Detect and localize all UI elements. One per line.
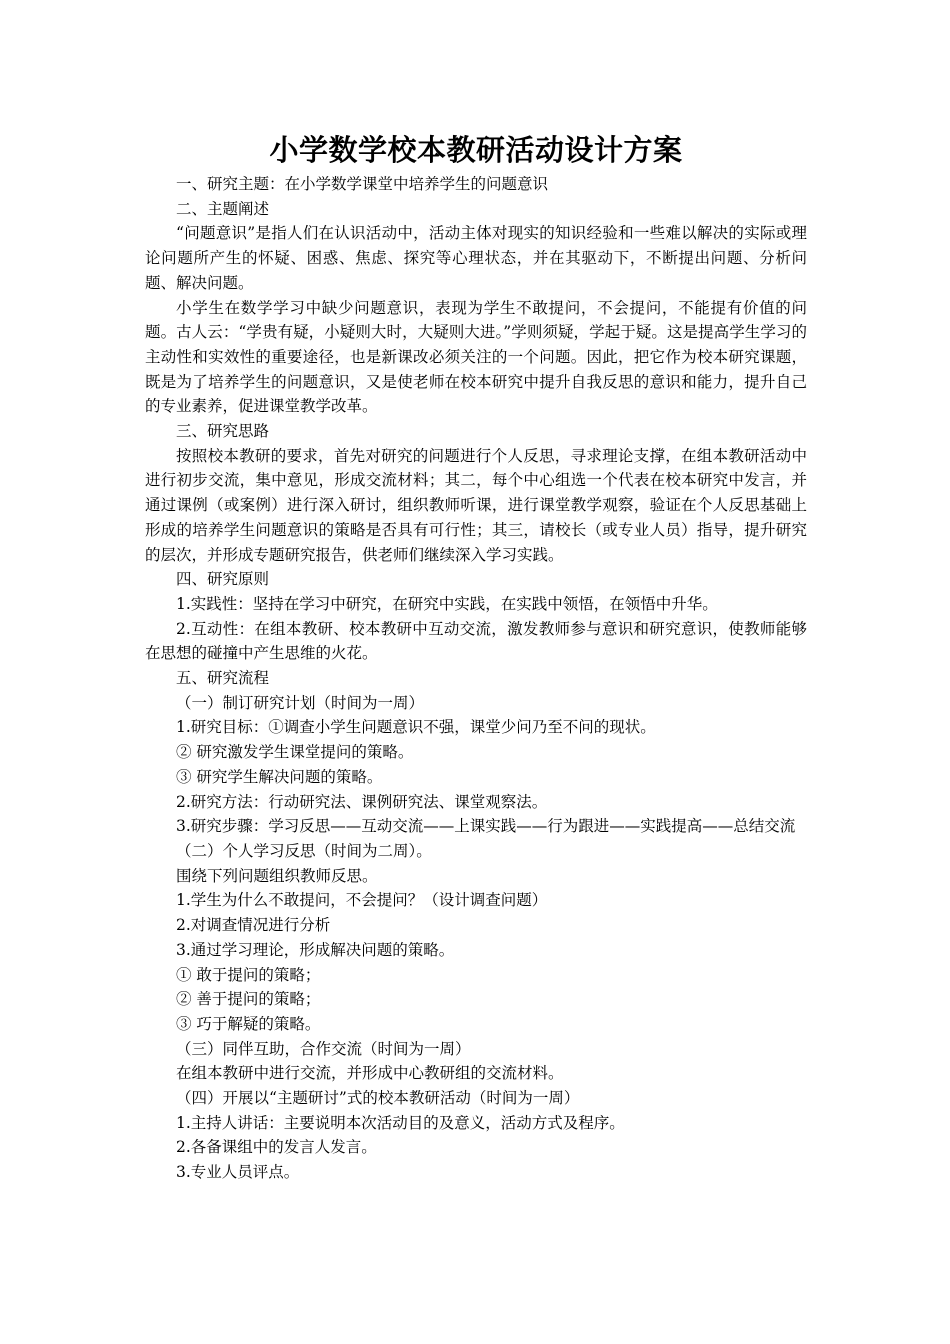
list-item-form-strategies: 3.通过学习理论，形成解决问题的策略。 <box>176 940 455 959</box>
principle-practicality: 1.实践性：坚持在学习中研究，在研究中实践，在实践中领悟，在领悟中升华。 <box>176 594 718 613</box>
paragraph-students-lack-awareness: 小学生在数学学习中缺少问题意识，表现为学生不敢提问，不会提问，不能提有价值的问题。古人云：“学贵有疑，小疑则大时，大疑则大进。”学则须疑，学起于疑。这是提高学生学习的主动性和实效性的重要途径，也是新课改必须关注的一个问题。因此，把它作为校本研究课题，既是为了培养学生的问题意识，又是使老师在校本研究中提升自我反思的意识和能力，提升自己的专业素养，促进课堂教学改革。 <box>145 298 807 416</box>
list-item-research-methods: 2.研究方法：行动研究法、课例研究法、课堂观察法。 <box>176 792 548 811</box>
heading-topic-explanation: 二、主题阐述 <box>176 199 270 218</box>
list-item-research-steps: 3.研究步骤：学习反思——互动交流——上课实践——行为跟进——实践提高——总结交流 <box>176 817 796 836</box>
subheading-research-plan: （一）制订研究计划（时间为一周） <box>176 693 425 712</box>
list-item-research-goal-1: 1.研究目标：①调查小学生问题意识不强，课堂少问乃至不问的现状。 <box>176 718 656 737</box>
paragraph-research-approach: 按照校本教研的要求，首先对研究的问题进行个人反思，寻求理论支撑，在组本教研活动中进行初步交流，集中意见，形成交流材料；其二，每个中心组选一个代表在校本研究中发言，并通过课例（或案例）进行深入研讨，组织教师听课，进行课堂教学观察，验证在个人反思基础上形成的培养学生问题意识的策略是否具有可行性；其三，请校长（或专业人员）指导，提升研究的层次，并形成专题研究报告，供老师们继续深入学习实践。 <box>145 446 807 564</box>
list-item-group-speakers: 2.各备课组中的发言人发言。 <box>176 1138 377 1157</box>
paragraph-reflection-intro: 围绕下列问题组织教师反思。 <box>176 866 378 885</box>
list-item-research-goal-2: ② 研究激发学生课堂提问的策略。 <box>176 743 414 762</box>
list-item-host-speech: 1.主持人讲话：主要说明本次活动目的及意义，活动方式及程序。 <box>176 1113 625 1132</box>
document-body <box>145 128 807 1185</box>
heading-research-approach: 三、研究思路 <box>176 422 270 441</box>
list-item-research-goal-3: ③ 研究学生解决问题的策略。 <box>176 767 383 786</box>
heading-research-topic: 一、研究主题：在小学数学课堂中培养学生的问题意识 <box>176 175 549 193</box>
heading-research-process: 五、研究流程 <box>176 669 270 688</box>
list-item-why-not-ask: 1.学生为什么不敢提问，不会提问？（设计调查问题） <box>176 891 548 910</box>
subheading-peer-cooperation: （三）同伴互助，合作交流（时间为一周） <box>176 1039 471 1058</box>
list-item-strategy-resolve-doubts: ③ 巧于解疑的策略。 <box>176 1014 321 1033</box>
heading-research-principles: 四、研究原则 <box>176 570 270 589</box>
principle-interactivity: 2.互动性：在组本教研、校本教研中互动交流，激发教师参与意识和研究意识，使教师能够在思想的碰撞中产生思维的火花。 <box>145 619 807 663</box>
subheading-thematic-seminar: （四）开展以“主题研讨”式的校本教研活动（时间为一周） <box>176 1089 580 1108</box>
paragraph-peer-exchange: 在组本教研中进行交流，并形成中心教研组的交流材料。 <box>176 1064 564 1083</box>
document-title: 小学数学校本教研活动设计方案 <box>269 133 683 167</box>
list-item-strategy-good-at-asking: ② 善于提问的策略； <box>176 990 321 1009</box>
paragraph-problem-awareness-definition: “问题意识”是指人们在认识活动中，活动主体对现实的知识经验和一些难以解决的实际或理论问题所产生的怀疑、困惑、焦虑、探究等心理状态，并在其驱动下，不断提出问题、分析问题、解决问题。 <box>145 224 807 292</box>
list-item-analyze-survey: 2.对调查情况进行分析 <box>176 916 331 935</box>
subheading-personal-reflection: （二）个人学习反思（时间为二周）。 <box>176 841 432 860</box>
list-item-expert-comments: 3.专业人员评点。 <box>176 1163 300 1182</box>
list-item-strategy-dare-to-ask: ① 敢于提问的策略； <box>176 965 321 984</box>
